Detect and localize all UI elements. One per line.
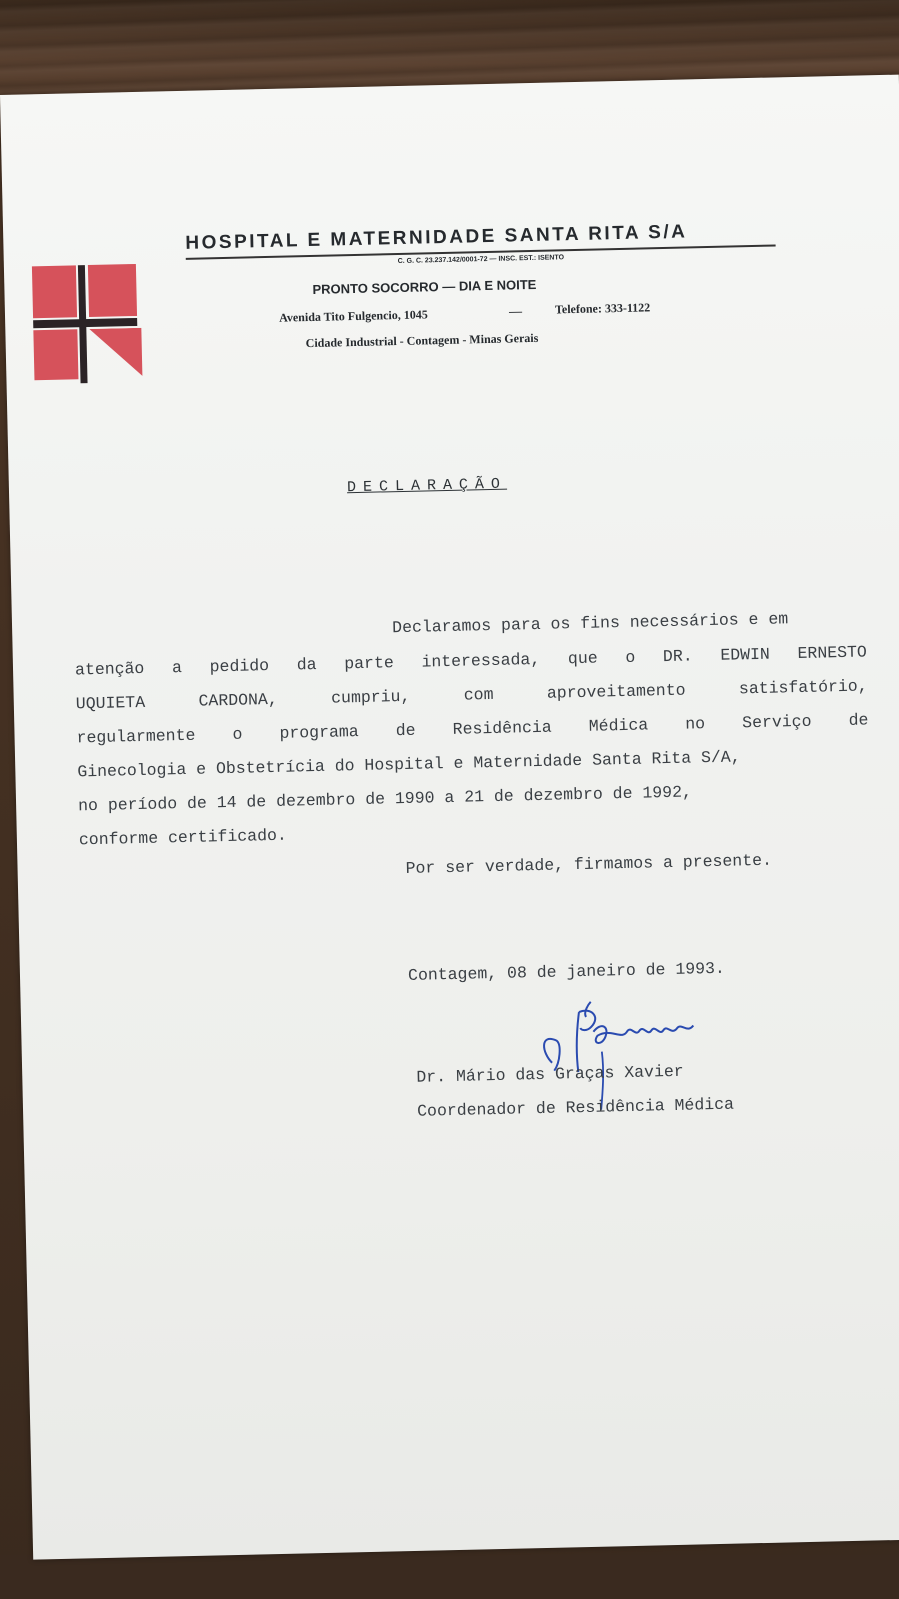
signer-name: Dr. Mário das Graças Xavier	[416, 1061, 684, 1087]
signer-role: Coordenador de Residência Médica	[416, 1094, 735, 1121]
registration-line: C. G. C. 23.237.142/0001-72 — INSC. EST.: ISENTO	[397, 254, 565, 266]
hospital-logo	[32, 264, 151, 385]
paragraph-line: UQUIETA CARDONA, cumpriu, com aproveitamento satisfatório,	[75, 676, 868, 714]
separator-dash: —	[508, 303, 523, 319]
paragraph-line: atenção a pedido da parte interessada, que o DR. EDWIN ERNESTO	[74, 642, 868, 680]
letterhead	[185, 219, 786, 351]
city-line: Cidade Industrial - Contagem - Minas Gerais	[305, 330, 539, 351]
phone: Telefone: 333-1122	[554, 300, 651, 317]
wood-background-bottom	[0, 1555, 899, 1599]
paragraph-line: Ginecologia e Obstetrícia do Hospital e Maternidade Santa Rita S/A,	[77, 747, 741, 782]
closing-statement: Por ser verdade, firmamos a presente.	[405, 850, 773, 878]
address: Avenida Tito Fulgencio, 1045	[278, 307, 428, 325]
paragraph-line: regularmente o programa de Residência Médica no Serviço de	[76, 710, 869, 748]
document-page	[0, 75, 899, 1560]
paragraph-line: no período de 14 de dezembro de 1990 a 21 de dezembro de 1992,	[77, 782, 693, 816]
document-title: DECLARAÇÃO	[346, 475, 508, 497]
paragraph-line: conforme certificado.	[78, 825, 288, 850]
service-line: PRONTO SOCORRO — DIA E NOITE	[312, 276, 537, 297]
paragraph-line: Declaramos para os fins necessários e em	[391, 609, 789, 638]
hospital-name: HOSPITAL E MATERNIDADE SANTA RITA S/A	[185, 219, 775, 259]
place-and-date: Contagem, 08 de janeiro de 1993.	[407, 958, 726, 985]
